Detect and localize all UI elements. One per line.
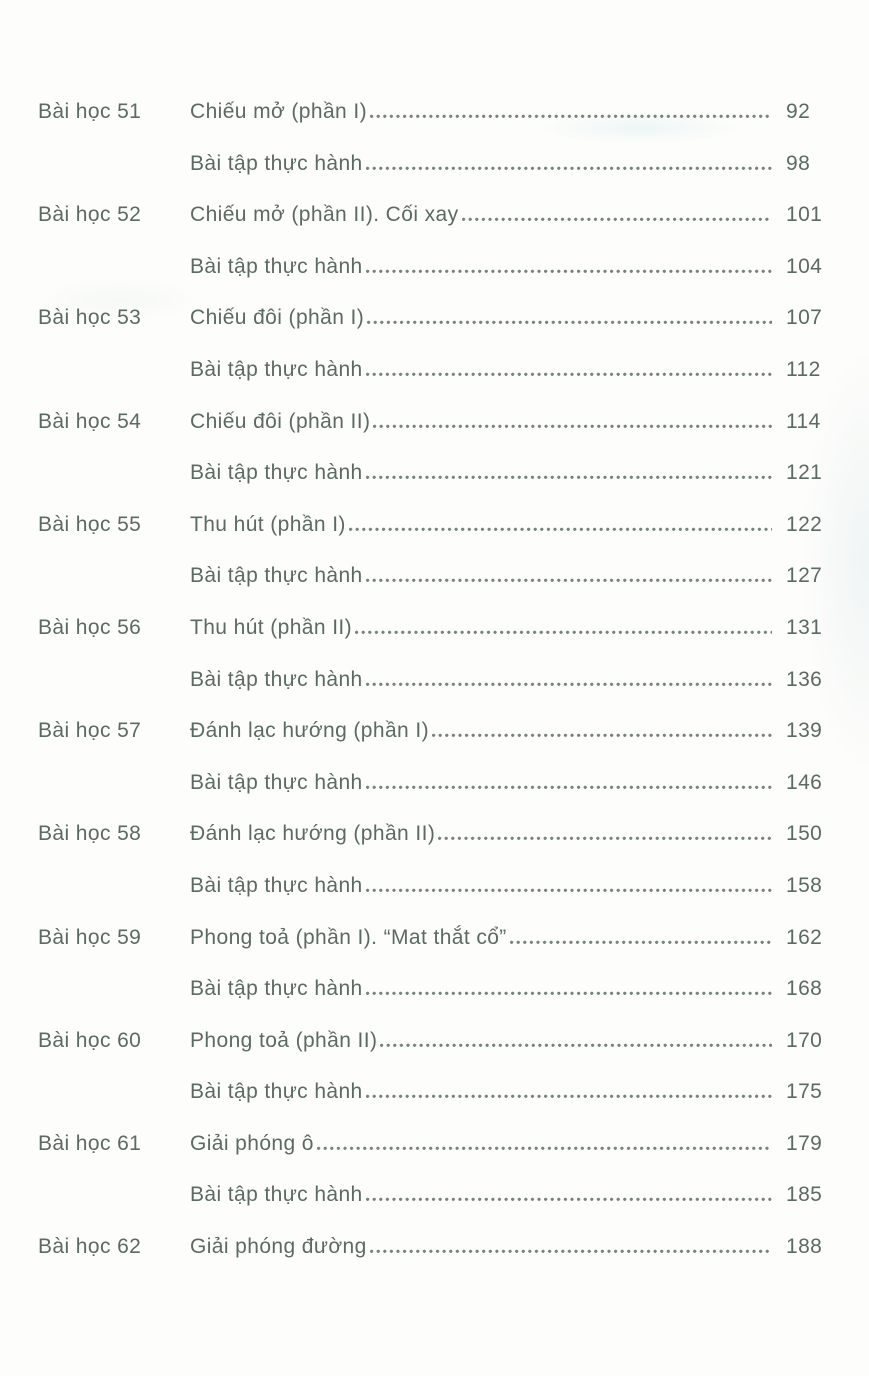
page-number: 107: [786, 306, 823, 330]
lesson-label: Bài học 57: [38, 719, 142, 743]
page-number: 121: [786, 461, 823, 485]
page-number: 136: [786, 667, 823, 691]
toc-row: [38, 447, 832, 499]
toc-row: [38, 1118, 832, 1170]
toc-row: [38, 1066, 832, 1118]
lesson-label: Bài học 60: [38, 1028, 142, 1052]
entry-title: Đánh lạc hướng (phần I): [190, 719, 429, 743]
entry-title: Bài tập thực hành: [190, 667, 363, 691]
toc-row: [38, 860, 832, 912]
lesson-label: Bài học 53: [38, 306, 142, 330]
lesson-label: Bài học 59: [38, 925, 142, 949]
dot-leader-icon: [373, 423, 772, 428]
toc-row: [38, 912, 832, 964]
dot-leader-icon: [317, 1145, 772, 1150]
page-number: 179: [786, 1131, 823, 1155]
entry-title: Bài tập thực hành: [190, 1080, 363, 1104]
dot-leader-icon: [366, 784, 772, 789]
toc-row: [38, 499, 832, 551]
toc-row: [38, 808, 832, 860]
dot-leader-icon: [366, 1196, 772, 1201]
toc-row: [38, 86, 832, 138]
page-number: 185: [786, 1183, 823, 1207]
entry-title: Phong toả (phần I). “Mat thắt cổ”: [190, 925, 507, 949]
page-number: 122: [786, 512, 823, 536]
entry-title: Bài tập thực hành: [190, 1183, 363, 1207]
dot-leader-icon: [510, 939, 772, 944]
dot-leader-icon: [370, 1248, 772, 1253]
toc-row: [38, 241, 832, 293]
dot-leader-icon: [366, 1093, 772, 1098]
toc-row: [38, 138, 832, 190]
entry-title: Giải phóng ô: [190, 1131, 314, 1155]
entry-title: Chiếu đôi (phần II): [190, 409, 371, 433]
page-number: 98: [786, 151, 811, 175]
page-number: 170: [786, 1028, 823, 1052]
page-number: 150: [786, 822, 823, 846]
page-number: 175: [786, 1080, 823, 1104]
entry-title: Phong toả (phần II): [190, 1028, 378, 1052]
dot-leader-icon: [462, 216, 772, 221]
entry-title: Chiếu đôi (phần I): [190, 306, 365, 330]
lesson-label: Bài học 56: [38, 615, 142, 639]
dot-leader-icon: [432, 732, 772, 737]
toc-row: [38, 1169, 832, 1221]
toc-row: [38, 757, 832, 809]
entry-title: Bài tập thực hành: [190, 357, 363, 381]
entry-title: Bài tập thực hành: [190, 461, 363, 485]
entry-title: Thu hút (phần I): [190, 512, 346, 536]
entry-title: Bài tập thực hành: [190, 873, 363, 897]
dot-leader-icon: [367, 319, 772, 324]
page-number: 146: [786, 770, 823, 794]
page-number: 127: [786, 564, 823, 588]
page-number: 114: [786, 409, 821, 433]
entry-title: Chiếu mở (phần II). Cối xay: [190, 203, 459, 227]
toc-row: [38, 705, 832, 757]
dot-leader-icon: [366, 268, 772, 273]
entry-title: Giải phóng đường: [190, 1235, 367, 1259]
entry-title: Bài tập thực hành: [190, 254, 363, 278]
entry-title: Bài tập thực hành: [190, 564, 363, 588]
dot-leader-icon: [366, 681, 772, 686]
toc-row: [38, 963, 832, 1015]
toc-row: [38, 550, 832, 602]
entry-title: Đánh lạc hướng (phần II): [190, 822, 436, 846]
toc-row: [38, 654, 832, 706]
toc-row: [38, 1221, 832, 1273]
dot-leader-icon: [349, 526, 772, 531]
dot-leader-icon: [438, 835, 772, 840]
lesson-label: Bài học 51: [38, 100, 142, 123]
page-number: 112: [786, 357, 821, 381]
page-number: 158: [786, 873, 823, 897]
dot-leader-icon: [366, 577, 772, 582]
entry-title: Bài tập thực hành: [190, 770, 363, 794]
entry-title: Bài tập thực hành: [190, 151, 363, 175]
page-number: 162: [786, 925, 823, 949]
page-number: 104: [786, 254, 823, 278]
toc-row: [38, 396, 832, 448]
page-number: 188: [786, 1235, 823, 1259]
lesson-label: Bài học 61: [38, 1131, 142, 1155]
toc-row: [38, 189, 832, 241]
lesson-label: Bài học 54: [38, 409, 142, 433]
dot-leader-icon: [366, 990, 772, 995]
page-number: 139: [786, 719, 823, 743]
lesson-label: Bài học 62: [38, 1235, 142, 1259]
lesson-label: Bài học 58: [38, 822, 142, 846]
dot-leader-icon: [380, 1042, 772, 1047]
dot-leader-icon: [366, 371, 772, 376]
dot-leader-icon: [355, 629, 772, 634]
page-number: 168: [786, 977, 823, 1001]
page-number: 131: [786, 615, 823, 639]
page-number: 92: [786, 100, 811, 123]
entry-title: Chiếu mở (phần I): [190, 100, 367, 123]
toc-list: [38, 86, 832, 1273]
toc-row: [38, 1015, 832, 1067]
lesson-label: Bài học 55: [38, 512, 142, 536]
toc-row: [38, 602, 832, 654]
entry-title: Thu hút (phần II): [190, 615, 353, 639]
toc-row: [38, 292, 832, 344]
dot-leader-icon: [370, 113, 772, 118]
entry-title: Bài tập thực hành: [190, 977, 363, 1001]
dot-leader-icon: [366, 474, 772, 479]
page-number: 101: [786, 203, 823, 227]
toc-row: [38, 344, 832, 396]
lesson-label: Bài học 52: [38, 203, 142, 227]
dot-leader-icon: [366, 165, 772, 170]
dot-leader-icon: [366, 887, 772, 892]
